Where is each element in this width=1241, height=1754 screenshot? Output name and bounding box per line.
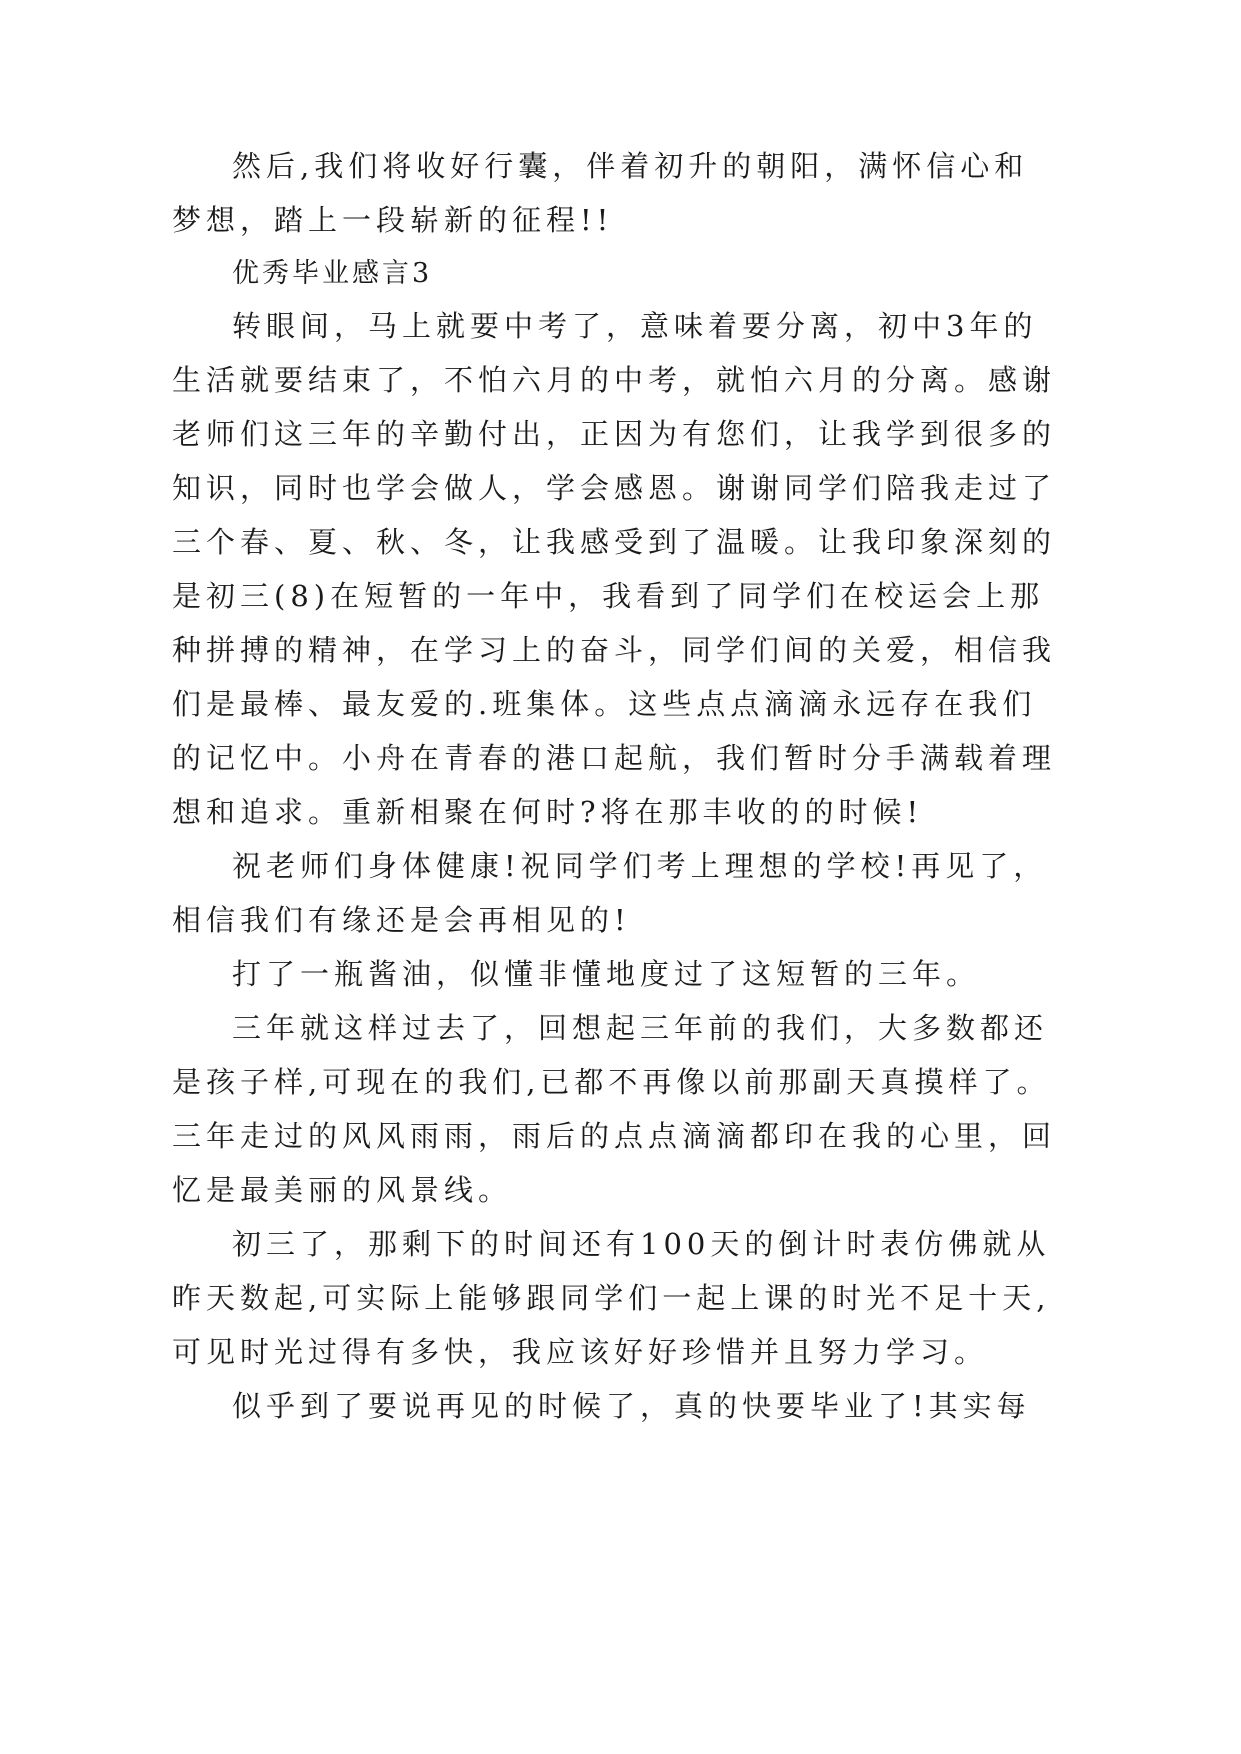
paragraph-line: 是孩子样,可现在的我们,已都不再像以前那副天真摸样了。 xyxy=(172,1065,1051,1099)
paragraph-line: 昨天数起,可实际上能够跟同学们一起上课的时光不足十天, xyxy=(172,1281,1051,1315)
paragraph-line: 知识，同时也学会做人，学会感恩。谢谢同学们陪我走过了 xyxy=(172,471,1057,505)
paragraph-line: 老师们这三年的辛勤付出，正因为有您们，让我学到很多的 xyxy=(172,417,1057,451)
paragraph-line: 梦想，踏上一段崭新的征程!! xyxy=(172,203,614,237)
paragraph-line: 想和追求。重新相聚在何时?将在那丰收的的时候! xyxy=(172,795,924,829)
paragraph-line: 是初三(8)在短暂的一年中，我看到了同学们在校运会上那 xyxy=(172,579,1045,613)
paragraph-line: 们是最棒、最友爱的.班集体。这些点点滴滴永远存在我们 xyxy=(172,687,1037,721)
section-heading: 优秀毕业感言3 xyxy=(232,258,433,289)
paragraph-line: 种拼搏的精神，在学习上的奋斗，同学们间的关爱，相信我 xyxy=(172,633,1057,667)
paragraph-line: 三个春、夏、秋、冬，让我感受到了温暖。让我印象深刻的 xyxy=(172,525,1057,559)
paragraph-line: 三年就这样过去了，回想起三年前的我们，大多数都还 xyxy=(232,1011,1049,1045)
paragraph-line: 的记忆中。小舟在青春的港口起航，我们暂时分手满载着理 xyxy=(172,741,1057,775)
paragraph-line: 相信我们有缘还是会再相见的! xyxy=(172,903,631,937)
paragraph-line: 打了一瓶酱油，似懂非懂地度过了这短暂的三年。 xyxy=(232,957,981,991)
paragraph-line: 然后,我们将收好行囊，伴着初升的朝阳，满怀信心和 xyxy=(232,149,1029,183)
paragraph-line: 可见时光过得有多快，我应该好好珍惜并且努力学习。 xyxy=(172,1335,989,1369)
paragraph-line: 三年走过的风风雨雨，雨后的点点滴滴都印在我的心里，回 xyxy=(172,1119,1057,1153)
paragraph-line: 祝老师们身体健康!祝同学们考上理想的学校!再见了， xyxy=(232,849,1048,883)
paragraph-line: 似乎到了要说再见的时候了，真的快要毕业了!其实每 xyxy=(232,1389,1031,1423)
paragraph-line: 转眼间，马上就要中考了，意味着要分离，初中3年的 xyxy=(232,309,1038,343)
paragraph-line: 忆是最美丽的风景线。 xyxy=(172,1173,513,1207)
paragraph-line: 初三了，那剩下的时间还有100天的倒计时表仿佛就从 xyxy=(232,1227,1051,1261)
paragraph-line: 生活就要结束了，不怕六月的中考，就怕六月的分离。感谢 xyxy=(172,363,1057,397)
